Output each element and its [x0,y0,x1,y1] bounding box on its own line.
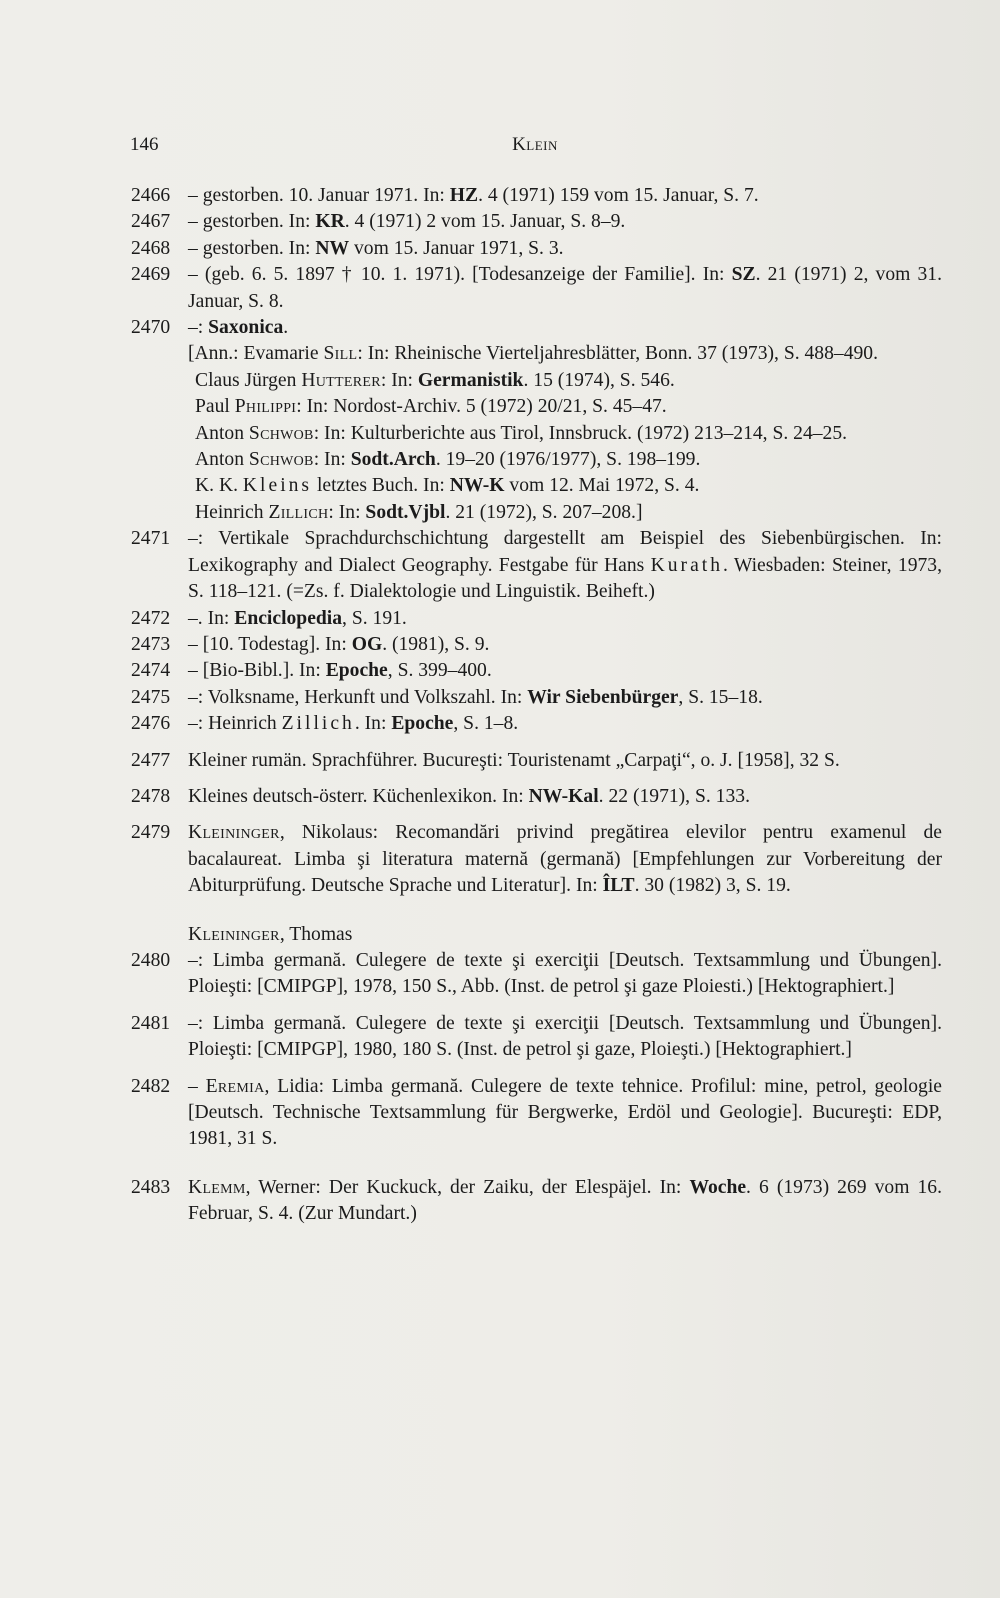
entry-text: . 19–20 (1976/1977), S. 198–199. [435,449,701,471]
bibliography-entry [131,1011,942,1064]
entry-text: – (geb. 6. 5. 1897 † 10. 1. 1971). [Todesanzeige der Familie]. In: [188,264,732,286]
entry-number: 2472 [131,607,171,629]
entry-body [188,315,942,341]
bibliography-entry [131,526,942,605]
entry-body [188,658,942,684]
entry-text: . [283,317,289,339]
bold-source: Woche [689,1176,747,1198]
entry-text: . 6 (1973) 269 vom 16. Februar, S. 4. (Zur Mundart.) [188,1176,942,1225]
bibliography-entry [131,315,942,526]
author-name: Kleininger [188,822,280,844]
entry-number: 2483 [131,1176,171,1198]
bibliography-entry [131,711,942,737]
entry-number: 2482 [131,1075,171,1097]
entry-text: , Lidia: Limba germană. Culegere de texte tehnice. Profilul: mine, petrol, geologie [Deutsch. Technische Textsammlung für Bergwerke, Erdöl und Geologie]. Bucureşti: EDP, 1981, 31 S. [188,1075,942,1150]
entry-body [188,784,942,810]
entry-number: 2479 [131,822,171,844]
entry-text: –: [188,317,209,339]
bold-source: Epoche [391,713,454,735]
entry-text: , S. 399–400. [387,660,492,682]
bold-source: KR [315,211,345,233]
author-name: Hutterer [301,369,381,391]
entry-body [188,685,942,711]
entry-body [188,606,942,632]
bibliography-entry [131,632,942,658]
entry-body [188,1175,942,1228]
bold-source: NW-Kal [528,785,599,807]
bold-source: OG [351,633,383,655]
entry-text: –: Heinrich [188,713,282,735]
entry-text: . 15 (1974), S. 546. [523,369,675,391]
bibliography-entry [131,658,942,684]
entry-number: 2467 [131,211,171,233]
bibliography-entry [131,748,942,774]
entry-text: –: Limba germană. Culegere de texte şi exerciţii [Deutsch. Textsammlung und Übungen]. Ploieşti: [CMIPGP], 1980, 180 S. (Inst. de petrol şi gaze, Ploieşti.) [Hektographiert.] [188,1012,942,1061]
bold-source: NW [315,237,350,259]
bold-source: SZ [731,264,756,286]
annotation-line [195,421,942,447]
entry-number: 2478 [131,785,171,807]
entry-number: 2475 [131,686,171,708]
author-name: Zillich [268,501,329,523]
entry-text: , Thomas [279,923,353,945]
entry-number: 2481 [131,1012,171,1034]
entry-number: 2473 [131,633,171,655]
bibliography-entry [131,606,942,632]
bibliography-entry [131,209,942,235]
bibliography-entry [131,685,942,711]
entry-text: – [10. Todestag]. In: [188,633,352,655]
entry-text: , S. 1–8. [453,713,519,735]
entry-body [188,748,942,774]
bibliography-list [131,183,942,1228]
entry-number: 2477 [131,749,171,771]
entry-text: . In: [354,713,392,735]
entry-text: , Werner: Der Kuckuck, der Zaiku, der Elespäjel. In: [245,1176,690,1198]
entry-text: : In: Nordost-Archiv. 5 (1972) 20/21, S. 45–47. [296,396,667,418]
entry-text: : In: [380,369,418,391]
entry-text: – gestorben. In: [188,237,316,259]
spaced-text: Zillich [281,713,355,735]
bibliography-entry [131,948,942,1001]
entry-text: : In: Kulturberichte aus Tirol, Innsbruck. (1972) 213–214, S. 24–25. [313,422,848,444]
entry-body [188,632,942,658]
entry-body [188,711,942,737]
entry-text: Kleines deutsch-österr. Küchenlexikon. In: [188,785,529,807]
spaced-text: Kleins [242,475,313,497]
bold-source: Sodt.Arch [350,449,436,471]
entry-text: . Wiesbaden: Steiner, 1973, S. 118–121. (=Zs. f. Dialektologie und Linguistik. Beiheft.) [188,554,942,603]
annotation-line [195,394,942,420]
author-name: Philippi [234,396,297,418]
entry-body [188,209,942,235]
entry-text: –. In: [188,607,235,629]
author-name: Schwob [248,449,314,471]
entry-text: –: Vertikale Sprachdurchschichtung dargestellt am Beispiel des Siebenbürgischen. In: Lexikography and Dialect Geography. Festgabe für Hans [188,528,942,576]
entry-body [188,820,942,899]
entry-text: K. K. [195,475,243,497]
entry-text: –: Volksname, Herkunft und Volkszahl. In: [188,686,528,708]
entry-text: Paul [195,396,235,418]
entry-text: – [188,1075,206,1097]
annotation-line [195,500,942,526]
page-header [130,130,940,160]
bold-source: ÎLT [602,875,635,897]
annotation-line [195,368,942,394]
page-number: 146 [130,134,159,155]
entry-text: , S. 15–18. [678,686,763,708]
bold-source: Sodt.Vjbl [365,501,446,523]
entry-text: : In: [328,501,366,523]
entry-text: –: Limba germană. Culegere de texte şi exerciţii [Deutsch. Textsammlung und Übungen]. Ploieşti: [CMIPGP], 1978, 150 S., Abb. (Inst. de petrol şi gaze Ploiesti.) [Hektographiert.] [188,949,942,998]
author-name: Kleininger [188,923,280,945]
entry-text: – [Bio-Bibl.]. In: [188,660,326,682]
bold-source: Wir Siebenbürger [527,686,679,708]
entry-text: : In: Rheinische Vierteljahresblätter, Bonn. 37 (1973), S. 488–490. [357,343,878,365]
bold-source: NW-K [449,475,505,497]
entry-number: 2476 [131,713,171,735]
bibliography-entry [131,236,942,262]
bibliography-entry [131,820,942,899]
spaced-text: Kurath [650,554,724,576]
author-name: Eremia [205,1075,265,1097]
entry-text: . 21 (1971) 2, vom 31. Januar, S. 8. [188,264,942,312]
entry-text: Anton [195,422,249,444]
entry-text: Kleiner rumän. Sprachführer. Bucureşti: Touristenamt „Carpaţi“, o. J. [1958], 32 S. [188,749,840,771]
entry-text: . 4 (1971) 159 vom 15. Januar, S. 7. [478,185,759,206]
entry-text: : In: [313,449,351,471]
annotation-line [195,473,942,499]
bibliography-entry [131,922,942,948]
entry-text: , S. 191. [342,607,407,629]
author-name: Sill [323,343,358,365]
entry-text: , Nikolaus: Recomandări privind pregătirea elevilor pentru examenul de bacalaureat. Limba şi literatura maternă (germană) [Empfehlungen zur Vorbereitung der Abiturprüfung. Deutsche Sprache und Literatur]. In: [188,822,942,897]
entry-text: vom 15. Januar 1971, S. 3. [349,237,564,259]
entry-number: 2474 [131,660,171,682]
bibliography-entry [131,1175,942,1228]
entry-number: 2470 [131,317,171,339]
entry-text: vom 12. Mai 1972, S. 4. [504,475,700,497]
entry-body [188,526,942,605]
entry-body [188,948,942,1001]
entry-text: . 4 (1971) 2 vom 15. Januar, S. 8–9. [344,211,626,233]
annotation-line [195,447,942,473]
entry-text: . 30 (1982) 3, S. 19. [634,875,791,897]
entry-body [188,183,942,209]
entry-text: . (1981), S. 9. [382,633,490,655]
entry-number: 2480 [131,949,171,971]
author-name: Klemm [188,1176,246,1198]
bold-source: Enciclopedia [234,607,343,629]
author-name: Schwob [248,422,314,444]
entry-body [188,1074,942,1153]
bibliography-entry [131,784,942,810]
entry-body [188,236,942,262]
bold-source: Germanistik [417,369,524,391]
entry-text: [Ann.: Evamarie [188,343,324,365]
bibliography-entry [131,183,942,209]
entry-text: – gestorben. 10. Januar 1971. In: [188,185,450,206]
entry-text: letztes Buch. In: [312,475,450,497]
entry-number: 2466 [131,185,171,206]
entry-body [188,262,942,315]
bold-source: HZ [449,185,479,206]
bold-source: Saxonica [208,317,284,339]
entry-body [188,922,942,948]
entry-text: . 22 (1971), S. 133. [598,785,750,807]
annotation-line [188,341,942,367]
entry-number: 2471 [131,528,171,550]
running-head: Klein [512,134,558,155]
entry-text: Heinrich [195,501,269,523]
entry-text: Anton [195,449,249,471]
bibliography-entry [131,262,942,315]
entry-text: – gestorben. In: [188,211,316,233]
entry-number: 2469 [131,264,171,286]
annotation-block [188,341,942,526]
entry-body [188,1011,942,1064]
entry-text: Claus Jürgen [195,369,302,391]
bibliography-entry [131,1074,942,1153]
bold-source: Epoche [325,660,388,682]
entry-text: . 21 (1972), S. 207–208.] [445,501,643,523]
entry-number: 2468 [131,237,171,259]
